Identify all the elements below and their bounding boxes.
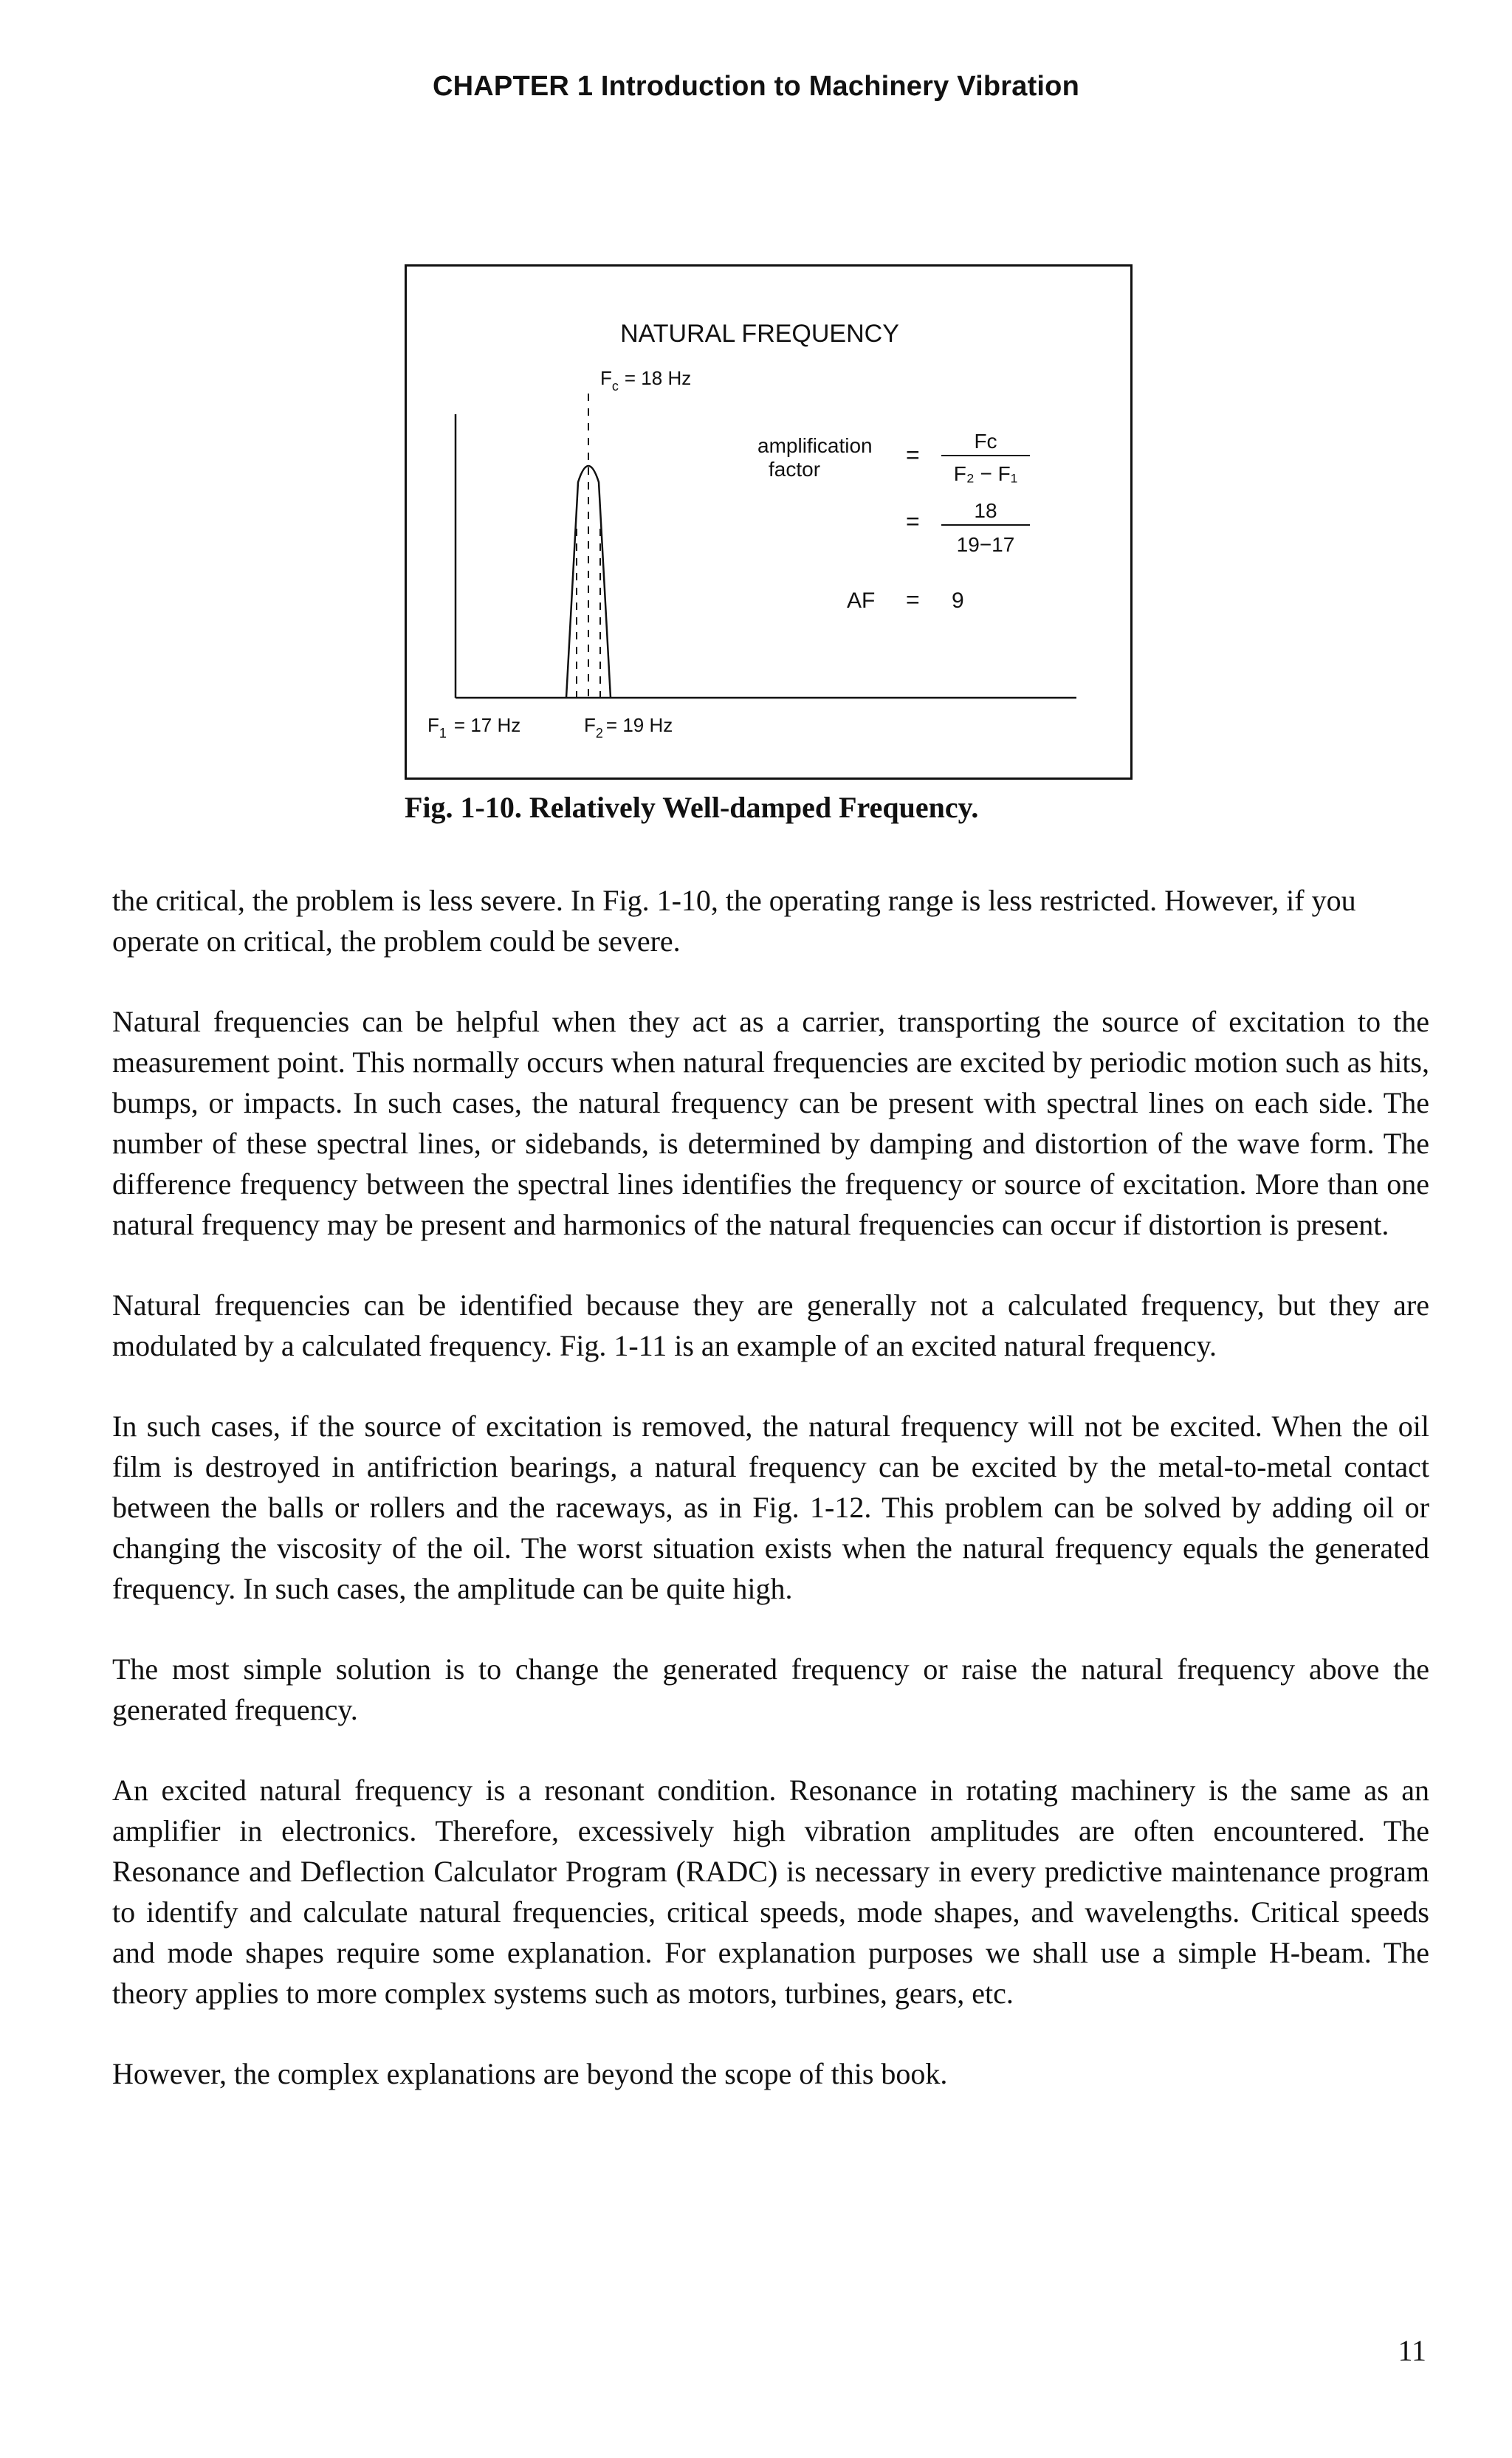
amplification-label-1: amplification [757, 434, 873, 457]
paragraph-4: In such cases, if the source of excitation is removed, the natural frequency will not be excited. When the oil film is destroyed in antifriction bearings, a natural frequency can be excited by the metal-to-metal contact between the balls or rollers and the raceways, as in Fig. 1-12. This problem can be solved by adding oil or changing the viscosity of the oil. The worst situation exists when the natural frequency equals the generated frequency. In such cases, the amplitude can be quite high. [112, 1410, 1429, 1605]
paragraph-3: Natural frequencies can be identified because they are generally not a calculated frequency, but they are modulated by a calculated frequency. Fig. 1-11 is an example of an excited natural frequency. [112, 1288, 1429, 1362]
running-head: CHAPTER 1 Introduction to Machinery Vibration [432, 71, 1080, 102]
f1-label: $F_1 = 17$ Hz [427, 714, 521, 741]
paragraph-6: An excited natural frequency is a resonant condition. Resonance in rotating machinery is the same as an amplifier in electronics. Therefore, excessively high vibration amplitudes are often encountered. The Resonance and Deflection Calculator Program (RADC) is necessary in every predictive maintenance program to identify and calculate natural frequencies, critical speeds, mode shapes, and wavelengths. Critical speeds and mode shapes require some explanation. For explanation purposes we shall use a simple H-beam. The theory applies to more complex systems such as motors, turbines, gears, etc. [112, 1774, 1429, 2010]
figure-1-10 [405, 264, 1133, 780]
equals-sign-2: = [906, 508, 920, 535]
equals-sign-3: = [906, 586, 920, 613]
diagram-title: NATURAL FREQUENCY [620, 320, 899, 348]
body-text [112, 880, 1429, 2134]
fc-label: $F_c = 18$ Hz [600, 367, 692, 394]
f2-label: $F_2 = 19$ Hz [584, 714, 673, 741]
figure-caption: Fig. 1-10. Relatively Well-damped Frequency. [405, 791, 979, 824]
page-number: 11 [1398, 2334, 1426, 2367]
fraction-1-denominator: F₂ − F₁ [953, 462, 1018, 485]
paragraph-5: The most simple solution is to change the generated frequency or raise the natural frequency above the generated frequency. [112, 1652, 1429, 1726]
natural-frequency-diagram [407, 267, 1133, 780]
paragraph-7: However, the complex explanations are beyond the scope of this book. [112, 2057, 948, 2090]
fraction-2-denominator: 19−17 [956, 533, 1015, 556]
af-label: AF [847, 588, 876, 613]
af-value: 9 [952, 588, 964, 613]
paragraph-1: the critical, the problem is less severe. In Fig. 1-10, the operating range is less restricted. However, if you operate on critical, the problem could be severe. [112, 884, 1356, 958]
fraction-1-numerator: Fc [974, 430, 997, 453]
equals-sign-1: = [906, 442, 920, 468]
paragraph-2: Natural frequencies can be helpful when they act as a carrier, transporting the source of excitation to the measurement point. This normally occurs when natural frequencies are excited by periodic motion such as hits, bumps, or impacts. In such cases, the natural frequency can be present with spectral lines on each side. The number of these spectral lines, or sidebands, is determined by damping and distortion of the wave form. The difference frequency between the spectral lines identifies the frequency or source of excitation. More than one natural frequency may be present and harmonics of the natural frequencies can occur if distortion is present. [112, 1005, 1429, 1241]
amplification-label-2: factor [769, 458, 821, 481]
fraction-2-numerator: 18 [974, 499, 997, 522]
